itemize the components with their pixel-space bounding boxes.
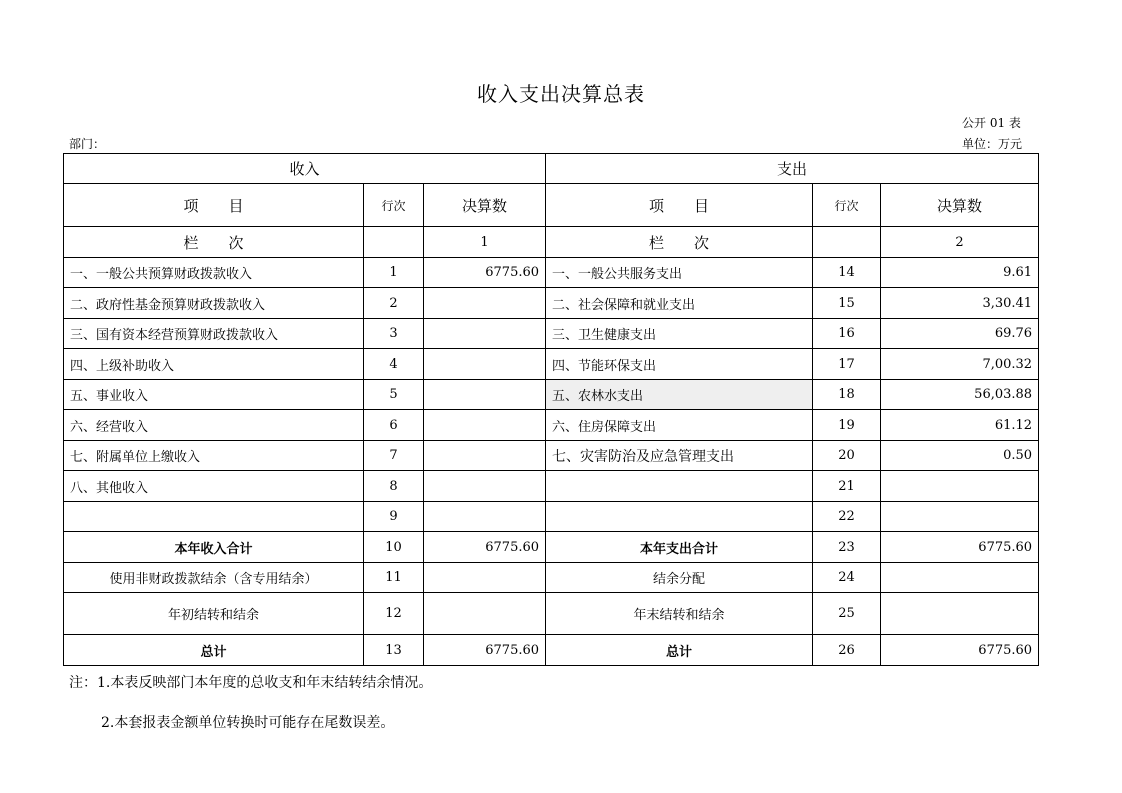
table-row xyxy=(64,380,1039,410)
expense-line: 25 xyxy=(813,593,881,635)
income-total-label: 总计 xyxy=(64,635,364,666)
income-column-line-blank xyxy=(364,227,424,258)
expense-amount xyxy=(881,502,1039,532)
expense-subtotal-label: 本年支出合计 xyxy=(546,532,813,563)
income-amount xyxy=(424,593,546,635)
income-line: 6 xyxy=(364,410,424,441)
income-line-header: 行次 xyxy=(364,184,424,227)
expense-item: 结余分配 xyxy=(546,563,813,593)
note-2: 2.本套报表金额单位转换时可能存在尾数误差。 xyxy=(101,715,395,731)
page-title: 收入支出决算总表 xyxy=(477,82,645,106)
income-line: 1 xyxy=(364,258,424,288)
income-section-header: 收入 xyxy=(64,154,546,184)
income-amount xyxy=(424,502,546,532)
form-number: 公开 01 表 xyxy=(962,116,1021,130)
expense-amount xyxy=(881,563,1039,593)
expense-amount xyxy=(881,593,1039,635)
table-row xyxy=(64,349,1039,380)
income-item: 使用非财政拨款结余（含专用结余） xyxy=(64,563,364,593)
expense-line: 24 xyxy=(813,563,881,593)
income-amount xyxy=(424,410,546,441)
column-number-row xyxy=(64,227,1039,258)
subtotal-row xyxy=(64,532,1039,563)
expense-total-label: 总计 xyxy=(546,635,813,666)
expense-amount-header: 决算数 xyxy=(881,184,1039,227)
expense-line: 22 xyxy=(813,502,881,532)
income-item: 四、上级补助收入 xyxy=(64,349,364,380)
expense-line: 21 xyxy=(813,471,881,502)
expense-line: 15 xyxy=(813,288,881,319)
expense-item: 六、住房保障支出 xyxy=(546,410,813,441)
column-header-row xyxy=(64,184,1039,227)
income-amount xyxy=(424,471,546,502)
income-item: 二、政府性基金预算财政拨款收入 xyxy=(64,288,364,319)
expense-column-label: 栏 次 xyxy=(546,227,813,258)
expense-amount: 0.50 xyxy=(881,441,1039,471)
table-row xyxy=(64,471,1039,502)
table-row xyxy=(64,441,1039,471)
expense-line: 14 xyxy=(813,258,881,288)
expense-item: 二、社会保障和就业支出 xyxy=(546,288,813,319)
income-amount: 6775.60 xyxy=(424,635,546,666)
expense-amount: 6775.60 xyxy=(881,635,1039,666)
income-amount xyxy=(424,288,546,319)
income-item: 五、事业收入 xyxy=(64,380,364,410)
expense-item: 五、农林水支出 xyxy=(546,380,813,410)
income-amount-header: 决算数 xyxy=(424,184,546,227)
income-item-header: 项 目 xyxy=(64,184,364,227)
income-line: 4 xyxy=(364,349,424,380)
income-line: 7 xyxy=(364,441,424,471)
expense-item: 七、灾害防治及应急管理支出 xyxy=(546,441,813,471)
expense-amount xyxy=(881,471,1039,502)
expense-line: 19 xyxy=(813,410,881,441)
income-line: 10 xyxy=(364,532,424,563)
expense-line: 18 xyxy=(813,380,881,410)
expense-column-number: 2 xyxy=(881,227,1039,258)
expense-line-header: 行次 xyxy=(813,184,881,227)
note-1: 注：1.本表反映部门本年度的总收支和年末结转结余情况。 xyxy=(69,675,433,691)
table-row xyxy=(64,502,1039,532)
expense-item: 三、卫生健康支出 xyxy=(546,319,813,349)
income-amount xyxy=(424,319,546,349)
expense-item-header: 项 目 xyxy=(546,184,813,227)
budget-table xyxy=(63,153,1039,666)
expense-item xyxy=(546,502,813,532)
expense-section-header: 支出 xyxy=(546,154,1039,184)
income-item: 六、经营收入 xyxy=(64,410,364,441)
expense-amount: 6775.60 xyxy=(881,532,1039,563)
income-amount xyxy=(424,380,546,410)
income-line: 2 xyxy=(364,288,424,319)
income-item: 年初结转和结余 xyxy=(64,593,364,635)
expense-amount: 61.12 xyxy=(881,410,1039,441)
table-row xyxy=(64,258,1039,288)
expense-amount: 56,03.88 xyxy=(881,380,1039,410)
expense-item: 一、一般公共服务支出 xyxy=(546,258,813,288)
income-item xyxy=(64,502,364,532)
expense-amount: 69.76 xyxy=(881,319,1039,349)
expense-line: 23 xyxy=(813,532,881,563)
grand-total-row xyxy=(64,635,1039,666)
income-line: 8 xyxy=(364,471,424,502)
income-amount xyxy=(424,441,546,471)
expense-amount: 7,00.32 xyxy=(881,349,1039,380)
income-line: 9 xyxy=(364,502,424,532)
income-amount: 6775.60 xyxy=(424,258,546,288)
income-item: 八、其他收入 xyxy=(64,471,364,502)
unit-label: 单位：万元 xyxy=(962,137,1023,151)
income-column-label: 栏 次 xyxy=(64,227,364,258)
table-row xyxy=(64,593,1039,635)
income-line: 3 xyxy=(364,319,424,349)
table-row xyxy=(64,288,1039,319)
expense-item: 四、节能环保支出 xyxy=(546,349,813,380)
expense-column-line-blank xyxy=(813,227,881,258)
income-amount xyxy=(424,563,546,593)
income-subtotal-label: 本年收入合计 xyxy=(64,532,364,563)
section-header-row xyxy=(64,154,1039,184)
expense-line: 17 xyxy=(813,349,881,380)
expense-line: 20 xyxy=(813,441,881,471)
income-item: 一、一般公共预算财政拨款收入 xyxy=(64,258,364,288)
income-column-number: 1 xyxy=(424,227,546,258)
income-line: 11 xyxy=(364,563,424,593)
income-line: 12 xyxy=(364,593,424,635)
income-item: 七、附属单位上缴收入 xyxy=(64,441,364,471)
income-amount: 6775.60 xyxy=(424,532,546,563)
table-row xyxy=(64,319,1039,349)
expense-amount: 3,30.41 xyxy=(881,288,1039,319)
expense-line: 26 xyxy=(813,635,881,666)
income-line: 5 xyxy=(364,380,424,410)
expense-line: 16 xyxy=(813,319,881,349)
expense-item xyxy=(546,471,813,502)
expense-item: 年末结转和结余 xyxy=(546,593,813,635)
table-row xyxy=(64,410,1039,441)
income-amount xyxy=(424,349,546,380)
table-row xyxy=(64,563,1039,593)
income-item: 三、国有资本经营预算财政拨款收入 xyxy=(64,319,364,349)
income-line: 13 xyxy=(364,635,424,666)
department-label: 部门： xyxy=(69,137,106,151)
expense-amount: 9.61 xyxy=(881,258,1039,288)
